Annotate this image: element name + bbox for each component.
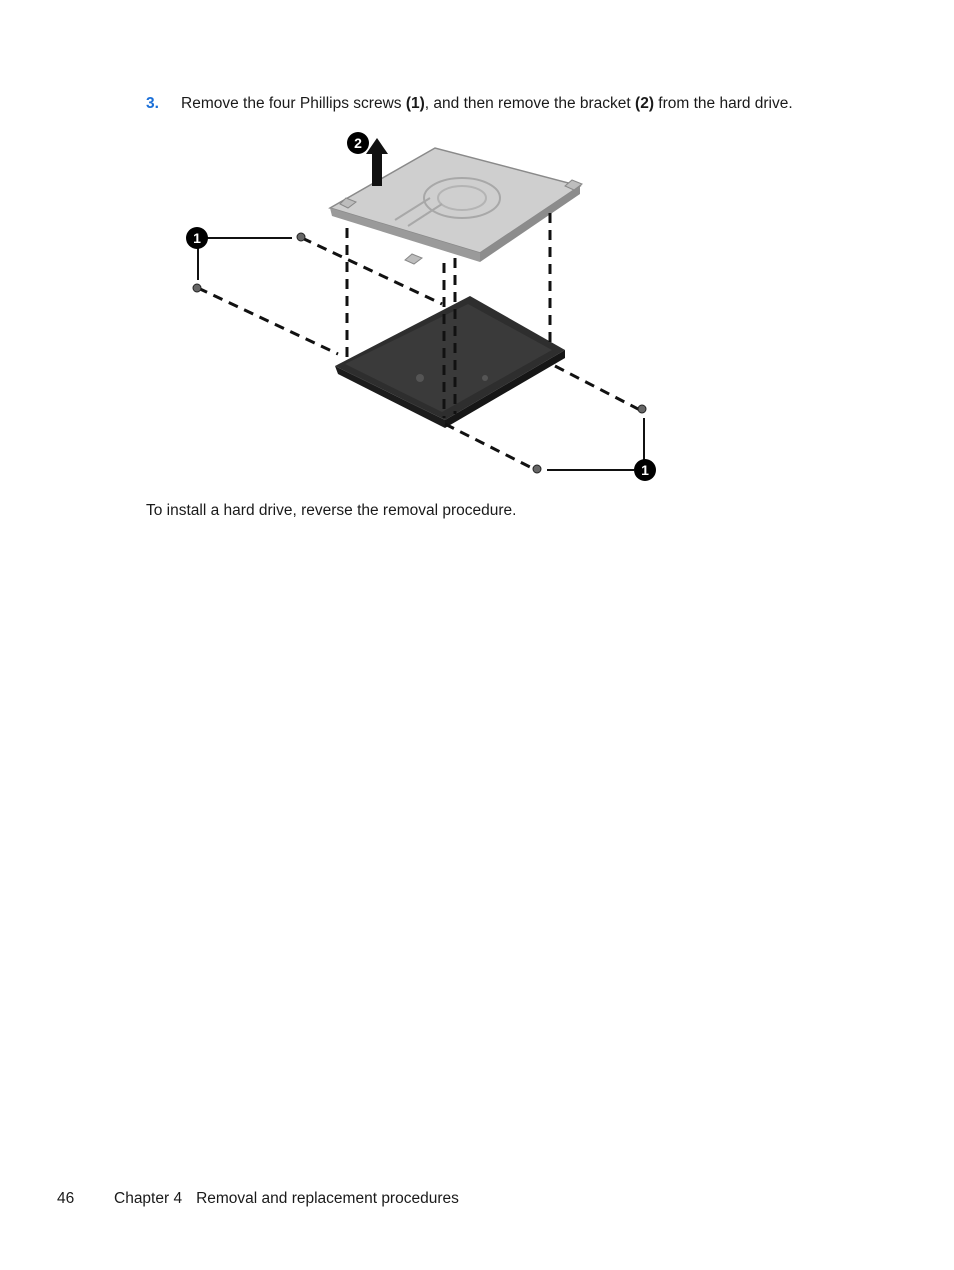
step-text-a: Remove the four Phillips screws (181, 95, 406, 112)
bracket-reference: (2) (635, 95, 654, 112)
step-text-b: , and then remove the bracket (424, 95, 636, 112)
screw-icon (297, 233, 305, 241)
screw-reference: (1) (405, 95, 425, 112)
screw-icon (638, 405, 646, 413)
chapter-title: Removal and replacement procedures (196, 1190, 459, 1207)
page-number: 46 (57, 1190, 75, 1207)
callout-badge-1-top (186, 227, 208, 249)
install-note: To install a hard drive, reverse the removal procedure. (146, 502, 517, 519)
screw-icon (193, 284, 201, 292)
hard-drive-image (335, 296, 565, 428)
callout-badge-1-bottom (634, 459, 656, 481)
chapter-label: Chapter 4 (114, 1190, 183, 1207)
page-footer (57, 1189, 459, 1209)
callout-badge-2 (347, 132, 369, 154)
svg-text:1: 1 (641, 462, 649, 478)
hard-drive-bracket-illustration (180, 128, 670, 490)
step-instruction (146, 94, 793, 114)
svg-text:2: 2 (354, 135, 362, 151)
svg-text:1: 1 (193, 230, 201, 246)
screw-icon (533, 465, 541, 473)
bracket-image (330, 148, 582, 264)
step-number: 3. (146, 95, 159, 112)
step-text-c: from the hard drive. (653, 95, 793, 112)
